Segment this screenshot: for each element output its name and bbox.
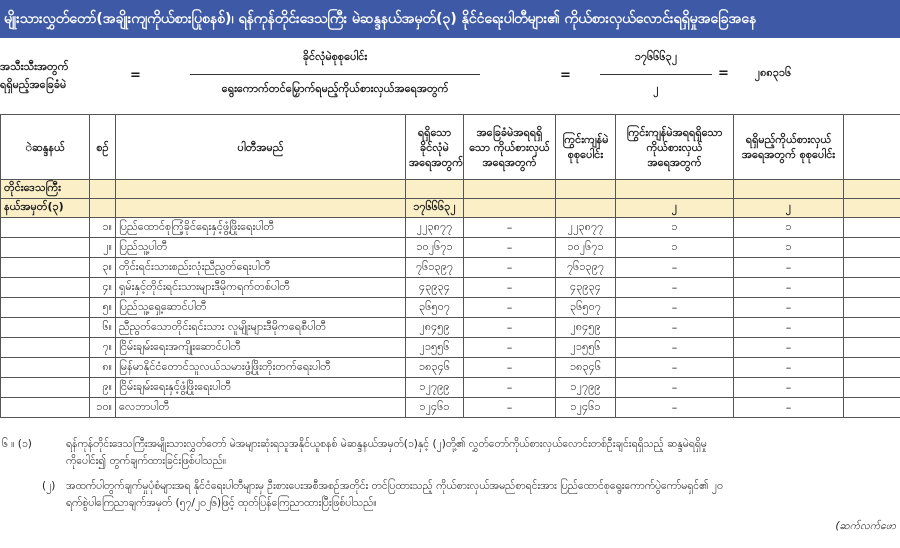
- row-serial: ၃။: [90, 258, 116, 278]
- col-total-seats: ရရှိမည့်ကိုယ်စားလှယ် အရေအတွက် စုစုပေါင်း: [734, 115, 844, 180]
- row-remainder-seats: –: [616, 318, 734, 338]
- district-total-votes: ၁၇၆၆၆၃၂: [406, 199, 464, 218]
- row-basic-seats: –: [464, 338, 556, 358]
- row-remainder-seats: –: [616, 278, 734, 298]
- row-serial: ၇။: [90, 338, 116, 358]
- row-remainder-seats: –: [616, 378, 734, 398]
- col-extra: [844, 115, 900, 180]
- row-constituency: [1, 318, 90, 338]
- formula-label-line1: အသီးသီးအတွက်: [0, 60, 69, 73]
- formula-value-numerator: ၁၇၆၆၆၃၂: [634, 50, 678, 63]
- row-total-seats: –: [734, 258, 844, 278]
- row-remainder-seats: –: [616, 258, 734, 278]
- row-basic-seats: –: [464, 318, 556, 338]
- table-row: [1, 218, 900, 238]
- row-party: လေဘာပါတီ: [116, 398, 406, 418]
- row-serial: ၆။: [90, 318, 116, 338]
- row-constituency: [1, 218, 90, 238]
- district-label: နယ်အမှတ်(၃): [1, 199, 90, 218]
- row-votes: ၂၂၃၈၇၇: [406, 218, 464, 238]
- row-remainder-votes: ၂၁၅၅၆: [556, 338, 616, 358]
- row-serial: ၉။: [90, 378, 116, 398]
- row-extra: [844, 298, 900, 318]
- results-table: [0, 114, 900, 418]
- col-party: ပါတီအမည်: [116, 115, 406, 180]
- row-remainder-votes: ၁၀၂၆၇၁: [556, 238, 616, 258]
- row-serial: ၅။: [90, 298, 116, 318]
- row-basic-seats: –: [464, 358, 556, 378]
- row-basic-seats: –: [464, 238, 556, 258]
- row-basic-seats: –: [464, 298, 556, 318]
- row-total-seats: ၁: [734, 218, 844, 238]
- row-extra: [844, 218, 900, 238]
- row-remainder-votes: ၁၈၃၄၆: [556, 358, 616, 378]
- row-remainder-votes: ၄၃၉၃၄: [556, 278, 616, 298]
- formula-value-line: [600, 74, 712, 75]
- row-party: ပြည်ထောင်စုကြံ့ခိုင်ရေးနှင့်ဖွံ့ဖြိုးရေးပါတီ: [116, 218, 406, 238]
- note-1-line2: ကိုပေါင်း၍ တွက်ချက်ထားခြင်းဖြစ်ပါသည်။: [66, 455, 227, 467]
- row-party: ပြည်သူ့ပါတီ: [116, 238, 406, 258]
- row-total-seats: –: [734, 358, 844, 378]
- formula-label-line2: ရရှိမည့်အခြေခံမဲ: [0, 78, 67, 91]
- table-row: [1, 298, 900, 318]
- formula-value-denominator: ၂: [653, 82, 659, 95]
- region-row: [1, 180, 900, 199]
- formula-label: [0, 58, 69, 94]
- row-constituency: [1, 298, 90, 318]
- note-1-label: ၆ ။ (၁): [2, 438, 32, 450]
- district-total-seats: ၂: [734, 199, 844, 218]
- row-serial: ၄။: [90, 278, 116, 298]
- formula-fraction-line: [190, 74, 480, 75]
- formula-equals-1: =: [130, 68, 141, 83]
- formula-block: [0, 44, 900, 110]
- note-1-line1: ရန်ကုန်တိုင်းဒေသကြီးအမျိုးသားလွှတ်တော် မဲအများဆုံးရသူအနိုင်ယူစနစ် မဲဆန္ဒနယ်အမှတ်(၁)နှင့် (၂)တို့၏ လွှတ်တော်ကိုယ်စားလှယ်လောင်းတစ်ဦးချင်းရရှိသည့် ဆန္ဒမဲရရှိမှု: [66, 438, 707, 450]
- district-row: [1, 199, 900, 218]
- row-party: ညီညွတ်သောတိုင်းရင်းသား လူမျိုးများဒီမိုကရေစီပါတီ: [116, 318, 406, 338]
- col-remainder-votes: ကြွင်းကျန်မဲ စုစုပေါင်း: [556, 115, 616, 180]
- row-party: မြန်မာနိုင်ငံတောင်သူလယ်သမားဖွံ့ဖြိုးတိုးတက်ရေးပါတီ: [116, 358, 406, 378]
- formula-numerator: ခိုင်လုံမဲစုစုပေါင်း: [302, 50, 368, 63]
- row-remainder-votes: ၃၆၅၀၇: [556, 298, 616, 318]
- row-constituency: [1, 338, 90, 358]
- formula-result: ၂၈၈၃၁၆: [754, 66, 792, 79]
- row-total-seats: –: [734, 298, 844, 318]
- note-2-label: (၂): [42, 480, 56, 492]
- row-extra: [844, 238, 900, 258]
- row-extra: [844, 318, 900, 338]
- row-serial: ၈။: [90, 358, 116, 378]
- row-total-seats: –: [734, 318, 844, 338]
- row-votes: ၁၂၄၆၁: [406, 398, 464, 418]
- row-remainder-seats: –: [616, 358, 734, 378]
- row-remainder-votes: ၁၂၄၆၁: [556, 398, 616, 418]
- row-basic-seats: –: [464, 258, 556, 278]
- row-party: ငြိမ်းချမ်းရေးနှင့်ဖွံ့ဖြိုးရေးပါတီ: [116, 378, 406, 398]
- row-basic-seats: –: [464, 218, 556, 238]
- row-votes: ၁၈၃၄၆: [406, 358, 464, 378]
- row-extra: [844, 358, 900, 378]
- row-total-seats: –: [734, 278, 844, 298]
- formula-equals-3: =: [718, 66, 729, 81]
- table-row: [1, 318, 900, 338]
- row-party: ငြိမ်းချမ်းရေးအကျိုးဆောင်ပါတီ: [116, 338, 406, 358]
- col-remainder-seats: ကြွင်းကျန်မဲအရရရှိသော ကိုယ်စားလှယ် အရေအတွက်: [616, 115, 734, 180]
- formula-equals-2: =: [560, 68, 571, 83]
- row-remainder-votes: ၁၂၇၉၉: [556, 378, 616, 398]
- row-votes: ၁၀၂၆၇၁: [406, 238, 464, 258]
- col-basic-seats: အခြေခံမဲအရရရှိသော ကိုယ်စားလှယ် အရေအတွက်: [464, 115, 556, 180]
- row-votes: ၃၆၅၀၇: [406, 298, 464, 318]
- note-2-line1: အထက်ပါတွက်ချက်မှုပုံစံများအရ နိုင်ငံရေးပါတီများမှ ဦးစားပေးအစီအစဉ်အတိုင်း တင်ပြထားသည့် ကိုယ်စားလှယ်အမည်စာရင်းအား ပြည်ထောင်စုရွေးကောက်ပွဲကော်မရှင်၏ ၂၀: [66, 480, 723, 492]
- row-constituency: [1, 378, 90, 398]
- row-remainder-votes: ၂၈၄၅၉: [556, 318, 616, 338]
- note-2-line2: ရက်စွဲပါကြေညာချက်အမှတ် (၅၇/၂၀၂၆)ဖြင့် ထုတ်ပြန်ကြေညာထားပြီးဖြစ်ပါသည်။: [66, 497, 377, 509]
- col-valid-votes: ရရှိသော ခိုင်လုံမဲ အရေအတွက်: [406, 115, 464, 180]
- row-votes: ၂၈၄၅၉: [406, 318, 464, 338]
- col-constituency: ဲဆန္ဒနယ်: [1, 115, 90, 180]
- row-total-seats: –: [734, 338, 844, 358]
- row-extra: [844, 398, 900, 418]
- table-row: [1, 338, 900, 358]
- row-votes: ၇၆၁၃၉၇: [406, 258, 464, 278]
- row-basic-seats: –: [464, 378, 556, 398]
- row-extra: [844, 258, 900, 278]
- table-header-row: [1, 115, 900, 180]
- formula-denominator: ရွေးကောက်တင်မြှောက်ရမည့်ကိုယ်စားလှယ်အရေအတွက်: [221, 82, 449, 95]
- row-party: ရှမ်းနှင့်တိုင်းရင်းသားများဒီမိုကရက်တစ်ပါတီ: [116, 278, 406, 298]
- row-remainder-seats: –: [616, 338, 734, 358]
- continued-label: (ဆက်လက်ဖော: [835, 520, 896, 532]
- row-basic-seats: –: [464, 278, 556, 298]
- row-constituency: [1, 238, 90, 258]
- row-party: တိုင်းရင်းသားစည်းလုံးညီညွတ်ရေးပါတီ: [116, 258, 406, 278]
- row-constituency: [1, 258, 90, 278]
- row-remainder-seats: ၁: [616, 238, 734, 258]
- row-party: ပြည်သူ့ရှေ့ဆောင်ပါတီ: [116, 298, 406, 318]
- row-remainder-votes: ၇၆၁၃၉၇: [556, 258, 616, 278]
- row-basic-seats: –: [464, 398, 556, 418]
- row-serial: ၁။: [90, 218, 116, 238]
- row-extra: [844, 338, 900, 358]
- table-body: [1, 218, 900, 418]
- row-votes: ၂၁၅၅၆: [406, 338, 464, 358]
- row-constituency: [1, 278, 90, 298]
- page-title: မျိုးသားလွှတ်တော်(အချိုးကျကိုယ်စားပြုစနစ်)၊ ရန်ကုန်တိုင်းဒေသကြီး မဲဆန္ဒနယ်အမှတ်(၃) နိုင်ငံရေးပါတီများ၏ ကိုယ်စားလှယ်လောင်းရရှိမှုအခြေအနေ: [0, 0, 900, 38]
- row-total-seats: ၁: [734, 238, 844, 258]
- row-serial: ၁၀။: [90, 398, 116, 418]
- region-label: တိုင်းဒေသကြီး: [1, 180, 90, 199]
- row-total-seats: –: [734, 378, 844, 398]
- col-serial: စဉ်: [90, 115, 116, 180]
- row-votes: ၄၃၉၃၄: [406, 278, 464, 298]
- row-serial: ၂။: [90, 238, 116, 258]
- row-extra: [844, 378, 900, 398]
- row-votes: ၁၂၇၉၉: [406, 378, 464, 398]
- row-constituency: [1, 398, 90, 418]
- row-extra: [844, 278, 900, 298]
- table-row: [1, 258, 900, 278]
- row-remainder-seats: ၁: [616, 218, 734, 238]
- row-total-seats: –: [734, 398, 844, 418]
- table-row: [1, 278, 900, 298]
- row-constituency: [1, 358, 90, 378]
- table-row: [1, 238, 900, 258]
- table-row: [1, 398, 900, 418]
- row-remainder-votes: ၂၂၃၈၇၇: [556, 218, 616, 238]
- district-remainder-seats: ၂: [616, 199, 734, 218]
- table-row: [1, 358, 900, 378]
- row-remainder-seats: –: [616, 398, 734, 418]
- row-remainder-seats: –: [616, 298, 734, 318]
- table-row: [1, 378, 900, 398]
